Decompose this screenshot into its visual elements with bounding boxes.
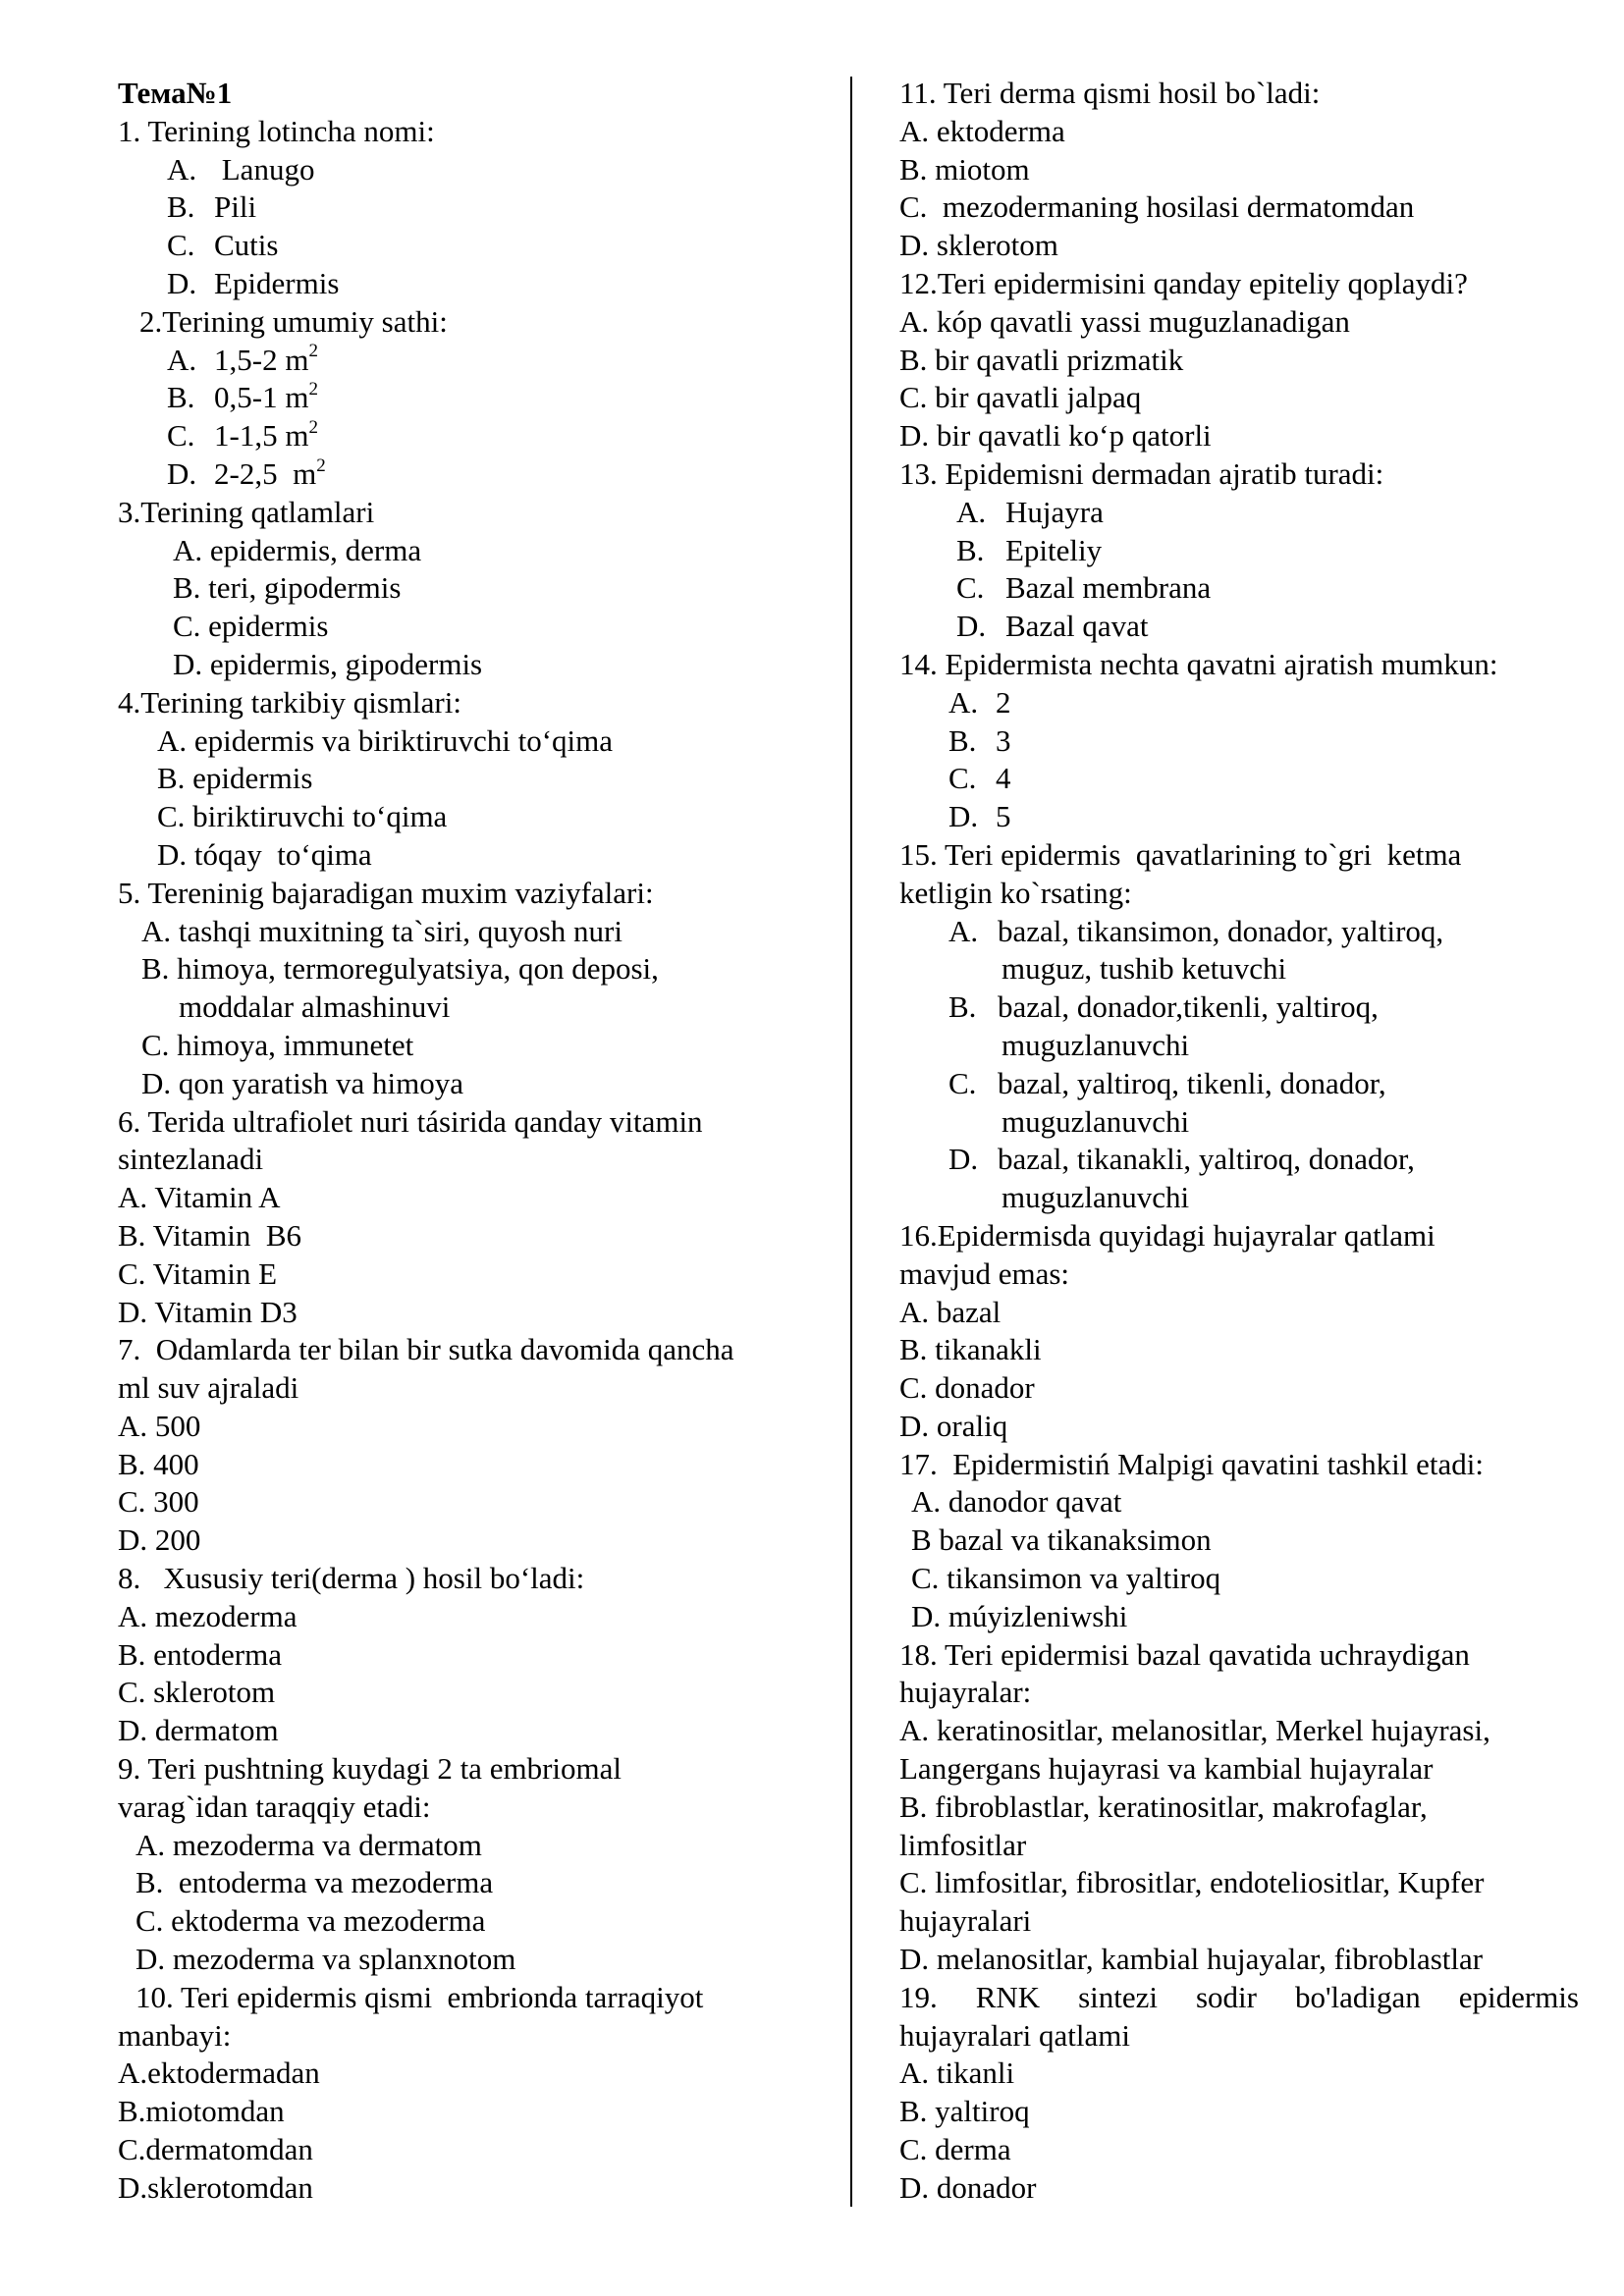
option-16b: B. tikanakli — [899, 1332, 1042, 1367]
option-15a-cont: muguz, tushib ketuvchi — [1001, 951, 1287, 987]
option-7a: A. 500 — [118, 1408, 201, 1443]
question-2: 2.Terining umumiy sathi: — [139, 303, 448, 339]
option-14d: D. 5 — [948, 799, 1011, 834]
option-14c: C. 4 — [948, 761, 1011, 796]
option-7c: C. 300 — [118, 1484, 199, 1520]
option-19a: A. tikanli — [899, 2056, 1015, 2091]
question-9-cont: varag`idan taraqqiy etadi: — [118, 1789, 431, 1824]
option-15c-cont: muguzlanuvchi — [1001, 1103, 1190, 1139]
option-4b: B. epidermis — [157, 761, 313, 796]
option-5a: A. tashqi muxitning ta`siri, quyosh nuri — [141, 913, 623, 948]
option-18b-cont: limfositlar — [899, 1827, 1027, 1862]
option-2a: A. 1,5-2 $m^2$ — [167, 341, 318, 377]
option-17a: A. danodor qavat — [911, 1484, 1122, 1520]
question-17: 17. Epidermistiń Malpigi qavatini tashkil etadi: — [899, 1446, 1484, 1481]
option-8c: C. sklerotom — [118, 1675, 276, 1710]
option-5b-cont: moddalar almashinuvi — [179, 989, 451, 1025]
option-4c: C. biriktiruvchi to‘qima — [157, 799, 448, 834]
option-3a: A. epidermis, derma — [173, 532, 422, 567]
option-13a: A. Hujayra — [956, 494, 1104, 529]
question-19-word: bo'ladigan — [1294, 1979, 1421, 2014]
option-1a: A. Lanugo — [167, 151, 315, 187]
question-18: 18. Teri epidermisi bazal qavatida uchraydigan — [899, 1636, 1470, 1672]
question-19-word: 19. — [899, 1979, 938, 2014]
option-9b: B. entoderma va mezoderma — [135, 1865, 494, 1900]
question-3: 3.Terining qatlamlari — [118, 494, 375, 529]
option-10c: C.dermatomdan — [118, 2132, 313, 2167]
topic-heading: Тема№1 — [118, 76, 233, 110]
option-15b: B. bazal, donador,tikenli, yaltiroq, — [948, 989, 1379, 1025]
option-1b: B. Pili — [167, 189, 257, 225]
option-10d: D.sklerotomdan — [118, 2169, 313, 2205]
question-16-cont: mavjud emas: — [899, 1255, 1070, 1291]
option-8b: B. entoderma — [118, 1636, 283, 1672]
question-10: 10. Teri epidermis qismi embrionda tarraqiyot — [135, 1979, 704, 2014]
option-11a: A. ektoderma — [899, 113, 1065, 148]
option-11b: B. miotom — [899, 151, 1030, 187]
question-12: 12.Teri epidermisini qanday epiteliy qoplaydi? — [899, 265, 1468, 300]
option-14b: B. 3 — [948, 722, 1011, 758]
option-15a: A. bazal, tikansimon, donador, yaltiroq, — [948, 913, 1444, 948]
option-6b: B. Vitamin B6 — [118, 1217, 302, 1253]
option-19c: C. derma — [899, 2132, 1011, 2167]
option-17d: D. múyizleniwshi — [911, 1598, 1128, 1633]
question-1: 1. Terining lotincha nomi: — [118, 113, 435, 148]
question-5: 5. Tereninig bajaradigan muxim vaziyfalari: — [118, 875, 654, 910]
left-column — [118, 75, 844, 2208]
option-5d: D. qon yaratish va himoya — [141, 1065, 464, 1100]
option-3d: D. epidermis, gipodermis — [173, 646, 483, 681]
question-11: 11. Teri derma qismi hosil bo`ladi: — [899, 76, 1321, 110]
option-7d: D. 200 — [118, 1522, 201, 1558]
option-12c: C. bir qavatli jalpaq — [899, 380, 1142, 415]
option-16a: A. bazal — [899, 1294, 1001, 1329]
option-19d: D. donador — [899, 2169, 1037, 2205]
option-3b: B. teri, gipodermis — [173, 570, 402, 606]
question-13: 13. Epidemisni dermadan ajratib turadi: — [899, 455, 1384, 491]
question-19-word: RNK — [975, 1979, 1041, 2014]
question-10-cont: manbayi: — [118, 2017, 232, 2053]
option-10b: B.miotomdan — [118, 2094, 285, 2129]
option-15b-cont: muguzlanuvchi — [1001, 1027, 1190, 1062]
option-4d: D. tóqay to‘qima — [157, 836, 372, 872]
option-2c: C. 1-1,5 $m^2$ — [167, 416, 318, 454]
option-1d: D. Epidermis — [167, 265, 340, 300]
option-7b: B. 400 — [118, 1446, 199, 1481]
option-12a: A. kóp qavatli yassi muguzlanadigan — [899, 303, 1350, 339]
option-10a: A.ektodermadan — [118, 2056, 320, 2091]
option-5b: B. himoya, termoregulyatsiya, qon deposi, — [141, 951, 659, 987]
question-7: 7. Odamlarda ter bilan bir sutka davomida qancha — [118, 1332, 734, 1367]
question-7-cont: ml suv ajraladi — [118, 1370, 299, 1406]
question-19-word: sintezi — [1078, 1979, 1159, 2014]
option-8a: A. mezoderma — [118, 1598, 298, 1633]
option-16c: C. donador — [899, 1370, 1035, 1406]
option-11c: C. mezodermaning hosilasi dermatomdan — [899, 189, 1415, 225]
option-6d: D. Vitamin D3 — [118, 1294, 298, 1329]
question-15: 15. Teri epidermis qavatlarining to`gri ketma — [899, 836, 1462, 872]
option-15d: D. bazal, tikanakli, yaltiroq, donador, — [948, 1142, 1415, 1177]
question-15-cont: ketligin ko`rsating: — [899, 875, 1132, 910]
option-6a: A. Vitamin A — [118, 1180, 281, 1215]
option-9a: A. mezoderma va dermatom — [135, 1827, 482, 1862]
option-2d: D. 2-2,5 $m^2$ — [167, 454, 326, 491]
option-19b: B. yaltiroq — [899, 2094, 1030, 2129]
option-18d: D. melanositlar, kambial hujayalar, fibroblastlar — [899, 1942, 1484, 1977]
option-13d: D. Bazal qavat — [956, 609, 1149, 644]
option-18c: C. limfositlar, fibrositlar, endoteliositlar, Kupfer — [899, 1865, 1485, 1900]
option-3c: C. epidermis — [173, 609, 329, 644]
question-14: 14. Epidermista nechta qavatni ajratish mumkun: — [899, 646, 1498, 681]
right-column — [899, 75, 1587, 2208]
question-19-cont: hujayralari qatlami — [899, 2017, 1130, 2053]
question-9: 9. Teri pushtning kuydagi 2 ta embriomal — [118, 1751, 622, 1787]
question-6: 6. Terida ultrafiolet nuri tásirida qanday vitamin — [118, 1103, 703, 1139]
option-9d: D. mezoderma va splanxnotom — [135, 1942, 516, 1977]
option-14a: A. 2 — [948, 684, 1011, 720]
question-19 — [899, 1979, 1579, 2017]
column-divider — [850, 77, 852, 2207]
question-18-cont: hujayralar: — [899, 1675, 1032, 1710]
option-16d: D. oraliq — [899, 1408, 1008, 1443]
option-18a: A. keratinositlar, melanositlar, Merkel hujayrasi, — [899, 1713, 1490, 1748]
option-2b: B. 0,5-1 $m^2$ — [167, 379, 318, 415]
option-6c: C. Vitamin E — [118, 1255, 278, 1291]
question-16: 16.Epidermisda quyidagi hujayralar qatlami — [899, 1217, 1435, 1253]
option-17c: C. tikansimon va yaltiroq — [911, 1561, 1221, 1596]
question-19-word: sodir — [1195, 1979, 1257, 2014]
option-17b: B bazal va tikanaksimon — [911, 1522, 1212, 1558]
option-11d: D. sklerotom — [899, 228, 1058, 263]
question-8: 8. Xususiy teri(derma ) hosil bo‘ladi: — [118, 1561, 585, 1596]
option-18a-cont: Langergans hujayrasi va kambial hujayralar — [899, 1751, 1434, 1787]
option-18b: B. fibroblastlar, keratinositlar, makrofaglar, — [899, 1789, 1428, 1824]
option-13b: B. Epiteliy — [956, 532, 1103, 567]
question-6-cont: sintezlanadi — [118, 1142, 264, 1177]
option-9c: C. ektoderma va mezoderma — [135, 1903, 486, 1939]
question-4: 4.Terining tarkibiy qismlari: — [118, 684, 461, 720]
option-12d: D. bir qavatli ko‘p qatorli — [899, 418, 1212, 454]
option-1c: C. Cutis — [167, 228, 279, 263]
option-15d-cont: muguzlanuvchi — [1001, 1180, 1190, 1215]
option-4a: A. epidermis va biriktiruvchi to‘qima — [157, 722, 614, 758]
option-15c: C. bazal, yaltiroq, tikenli, donador, — [948, 1065, 1386, 1100]
question-19-word: epidermis — [1458, 1979, 1579, 2014]
option-13c: C. Bazal membrana — [956, 570, 1212, 606]
option-12b: B. bir qavatli prizmatik — [899, 342, 1184, 377]
option-8d: D. dermatom — [118, 1713, 279, 1748]
option-18c-cont: hujayralari — [899, 1903, 1032, 1939]
option-5c: C. himoya, immunetet — [141, 1027, 414, 1062]
